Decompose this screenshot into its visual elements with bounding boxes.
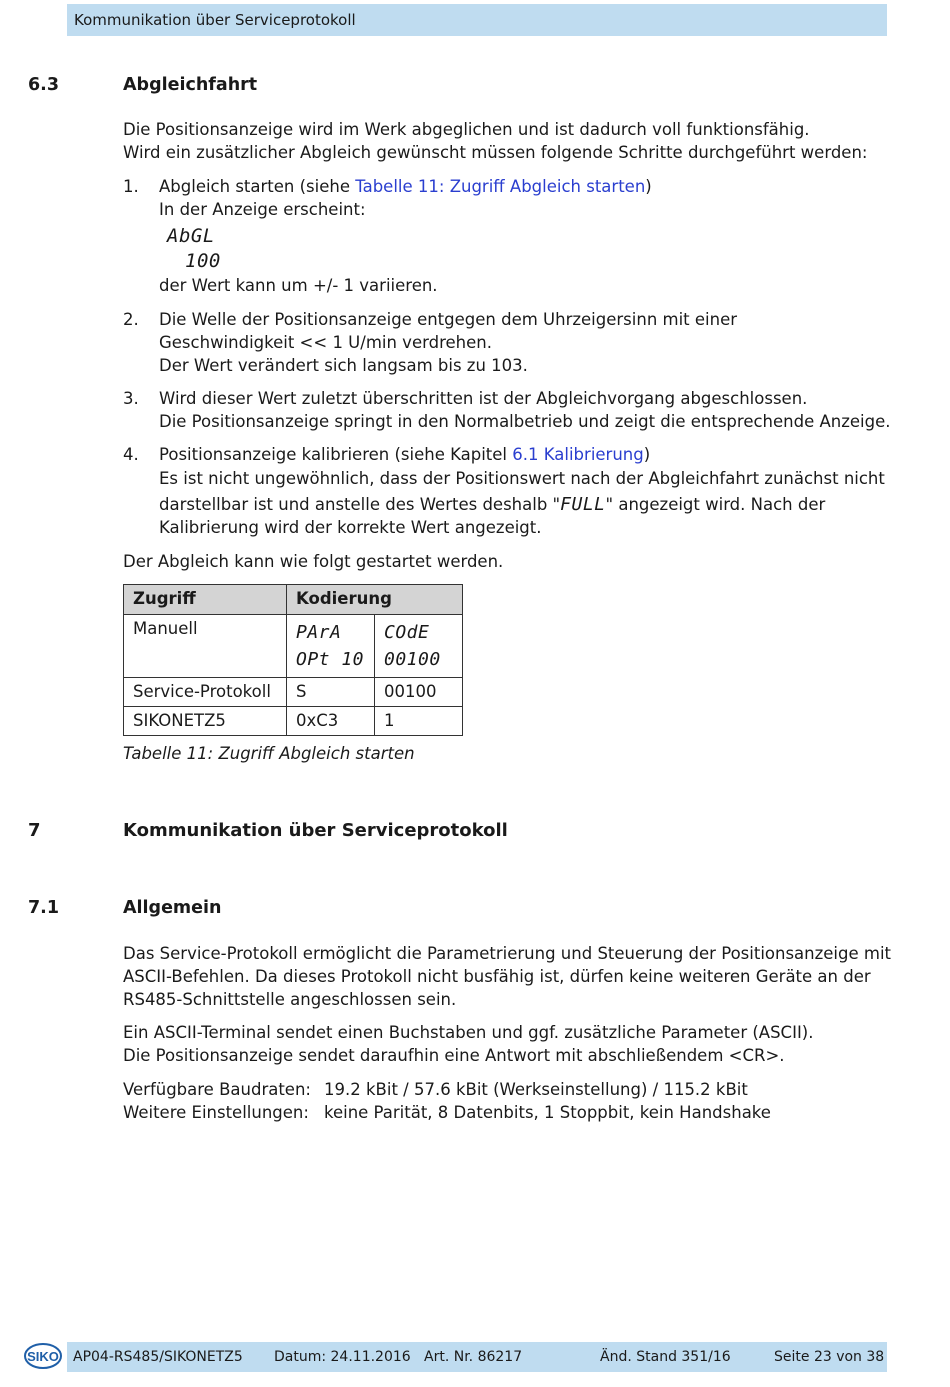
section-number: 6.3 (28, 75, 60, 95)
list-text: ) (645, 177, 652, 196)
list-text: Es ist nicht ungewöhnlich, dass der Positionswert nach der Abgleichfahrt zunächst nicht (159, 469, 885, 488)
footer-document: AP04-RS485/SIKONETZ5 (73, 1349, 243, 1365)
list-text: Kalibrierung wird der korrekte Wert angezeigt. (159, 518, 542, 537)
list-text: Die Positionsanzeige springt in den Normalbetrieb und zeigt die entsprechende Anzeige. (159, 412, 891, 431)
display-readout: OPt 10 (296, 649, 365, 670)
list-number: 3. (123, 389, 139, 408)
footer-revision: Änd. Stand 351/16 (600, 1349, 731, 1365)
footer-page-number: Seite 23 von 38 (774, 1349, 885, 1365)
table-row (124, 678, 463, 707)
page-header (67, 4, 887, 36)
display-readout: PArA (296, 622, 342, 643)
table-caption: Tabelle 11: Zugriff Abgleich starten (123, 744, 415, 763)
display-readout: COdE (384, 622, 430, 643)
display-readout: 100 (185, 250, 221, 272)
table-row (124, 707, 463, 736)
list-text: " angezeigt wird. Nach der (605, 495, 826, 514)
display-readout: AbGL (167, 225, 215, 247)
paragraph: Die Positionsanzeige sendet daraufhin eine Antwort mit abschließendem <CR>. (123, 1046, 785, 1065)
list-text: Abgleich starten (siehe (159, 177, 356, 196)
list-text: darstellbar ist und anstelle des Wertes deshalb " (159, 495, 561, 514)
list-item (159, 443, 650, 466)
table-cell: Manuell (124, 615, 287, 678)
table-cell: 0xC3 (287, 707, 375, 736)
list-text: der Wert kann um +/- 1 variieren. (159, 276, 438, 295)
paragraph: Die Positionsanzeige wird im Werk abgeglichen und ist dadurch voll funktionsfähig. (123, 120, 810, 139)
table-cell: SIKONETZ5 (124, 707, 287, 736)
table-cell: 00100 (375, 678, 463, 707)
paragraph: Ein ASCII-Terminal sendet einen Buchstaben und ggf. zusätzliche Parameter (ASCII). (123, 1023, 814, 1042)
table-header-cell: Zugriff (124, 585, 287, 615)
list-text: ) (643, 445, 651, 464)
section-title: Kommunikation über Serviceprotokoll (123, 820, 508, 841)
paragraph: Wird ein zusätzlicher Abgleich gewünscht müssen folgende Schritte durchgeführt werden: (123, 143, 868, 162)
paragraph: ASCII-Befehlen. Da dieses Protokoll nicht busfähig ist, dürfen keine weiteren Geräte an der (123, 967, 871, 986)
header-title: Kommunikation über Serviceprotokoll (74, 11, 356, 29)
footer-date: Datum: 24.11.2016 (274, 1349, 411, 1365)
paragraph: Das Service-Protokoll ermöglicht die Parametrierung und Steuerung der Positionsanzeige mit (123, 944, 892, 963)
siko-logo (24, 1342, 62, 1370)
display-readout: FULL (560, 494, 606, 515)
table-header-row (124, 585, 463, 615)
list-text: Geschwindigkeit << 1 U/min verdrehen. (159, 333, 492, 352)
list-text: Die Welle der Positionsanzeige entgegen dem Uhrzeigersinn mit einer (159, 310, 738, 329)
cross-ref-link[interactable]: 6.1 Kalibrierung (512, 445, 644, 464)
section-title: Abgleichfahrt (123, 75, 258, 95)
cross-ref-link[interactable]: Tabelle 11: Zugriff Abgleich starten (355, 177, 646, 196)
table-row (124, 615, 463, 678)
display-readout: 00100 (384, 649, 441, 670)
list-text: Wird dieser Wert zuletzt überschritten ist der Abgleichvorgang abgeschlossen. (159, 389, 808, 408)
list-item (159, 493, 825, 516)
list-text: Positionsanzeige kalibrieren (siehe Kapitel (159, 445, 513, 464)
paragraph: Der Abgleich kann wie folgt gestartet werden. (123, 552, 504, 571)
list-number: 4. (123, 445, 139, 464)
page-footer (67, 1342, 887, 1372)
list-number: 1. (123, 177, 139, 196)
table-cell: Service-Protokoll (124, 678, 287, 707)
table-cell (287, 615, 375, 678)
section-number: 7 (28, 820, 41, 841)
table-cell: 1 (375, 707, 463, 736)
setting-label: Weitere Einstellungen: (123, 1103, 309, 1122)
table-header-cell: Kodierung (287, 585, 463, 615)
setting-value: 19.2 kBit / 57.6 kBit (Werkseinstellung) / 115.2 kBit (324, 1080, 748, 1099)
paragraph: RS485-Schnittstelle angeschlossen sein. (123, 990, 457, 1009)
list-item (159, 175, 652, 198)
setting-value: keine Parität, 8 Datenbits, 1 Stoppbit, kein Handshake (324, 1103, 771, 1122)
list-text: Der Wert verändert sich langsam bis zu 103. (159, 356, 528, 375)
table-cell: S (287, 678, 375, 707)
section-title: Allgemein (123, 898, 222, 918)
list-text: In der Anzeige erscheint: (159, 200, 366, 219)
access-table (123, 584, 463, 736)
section-number: 7.1 (28, 898, 60, 918)
table-cell (375, 615, 463, 678)
footer-article: Art. Nr. 86217 (424, 1349, 523, 1365)
logo-text: SIKO (27, 1349, 59, 1364)
list-number: 2. (123, 310, 139, 329)
setting-label: Verfügbare Baudraten: (123, 1080, 311, 1099)
